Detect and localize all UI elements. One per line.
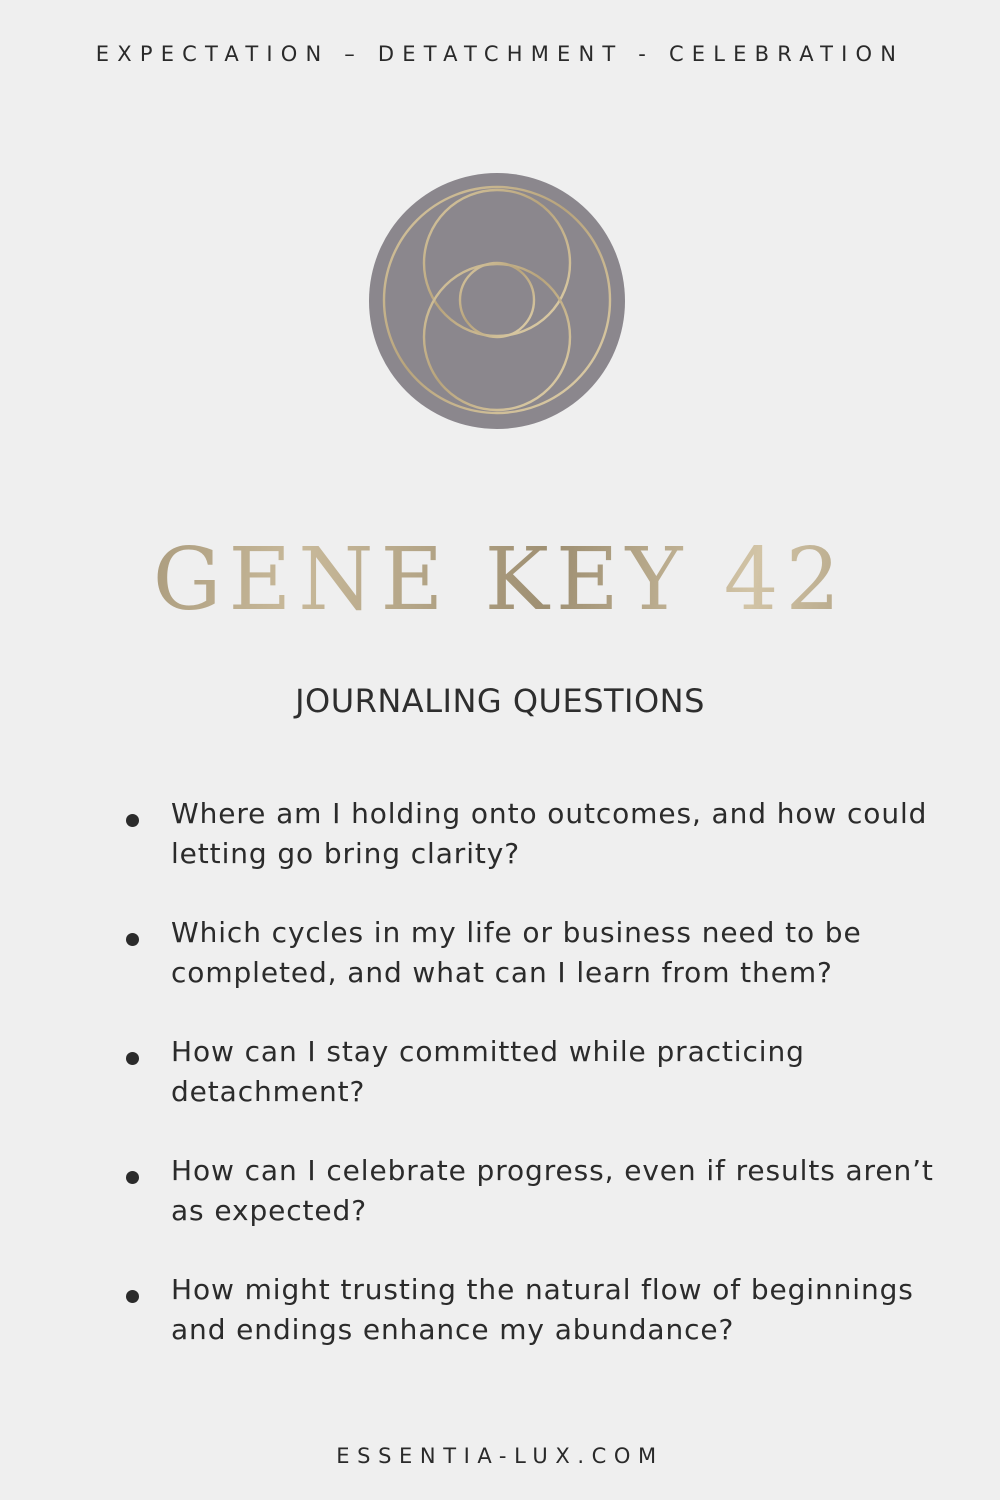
- bullet-icon: [126, 1171, 139, 1184]
- question-text: How might trusting the natural flow of beginnings and endings enhance my abundance?: [171, 1273, 914, 1346]
- question-item: [0, 1151, 1000, 1231]
- page-title: GENE KEY 42: [0, 530, 1000, 630]
- question-text: Which cycles in my life or business need to be completed, and what can I learn from them?: [171, 916, 862, 989]
- emblem-background-circle: [369, 173, 625, 429]
- footer-website-link[interactable]: ESSENTIA-LUX.COM: [336, 1444, 664, 1468]
- question-item: [0, 794, 1000, 874]
- question-item: [0, 1032, 1000, 1112]
- interlocking-circles-logo-icon: [368, 172, 626, 430]
- question-text: How can I celebrate progress, even if results aren’t as expected?: [171, 1154, 934, 1227]
- bullet-icon: [126, 1052, 139, 1065]
- question-item: [0, 913, 1000, 993]
- questions-list: [0, 794, 1000, 1389]
- question-item: [0, 1270, 1000, 1350]
- bullet-icon: [126, 1290, 139, 1303]
- tagline: EXPECTATION – DETATCHMENT - CELEBRATION: [95, 42, 905, 66]
- bullet-icon: [126, 814, 139, 827]
- bullet-icon: [126, 933, 139, 946]
- page-subtitle: JOURNALING QUESTIONS: [295, 682, 705, 720]
- question-text: Where am I holding onto outcomes, and how could letting go bring clarity?: [171, 797, 928, 870]
- question-text: How can I stay committed while practicing detachment?: [171, 1035, 805, 1108]
